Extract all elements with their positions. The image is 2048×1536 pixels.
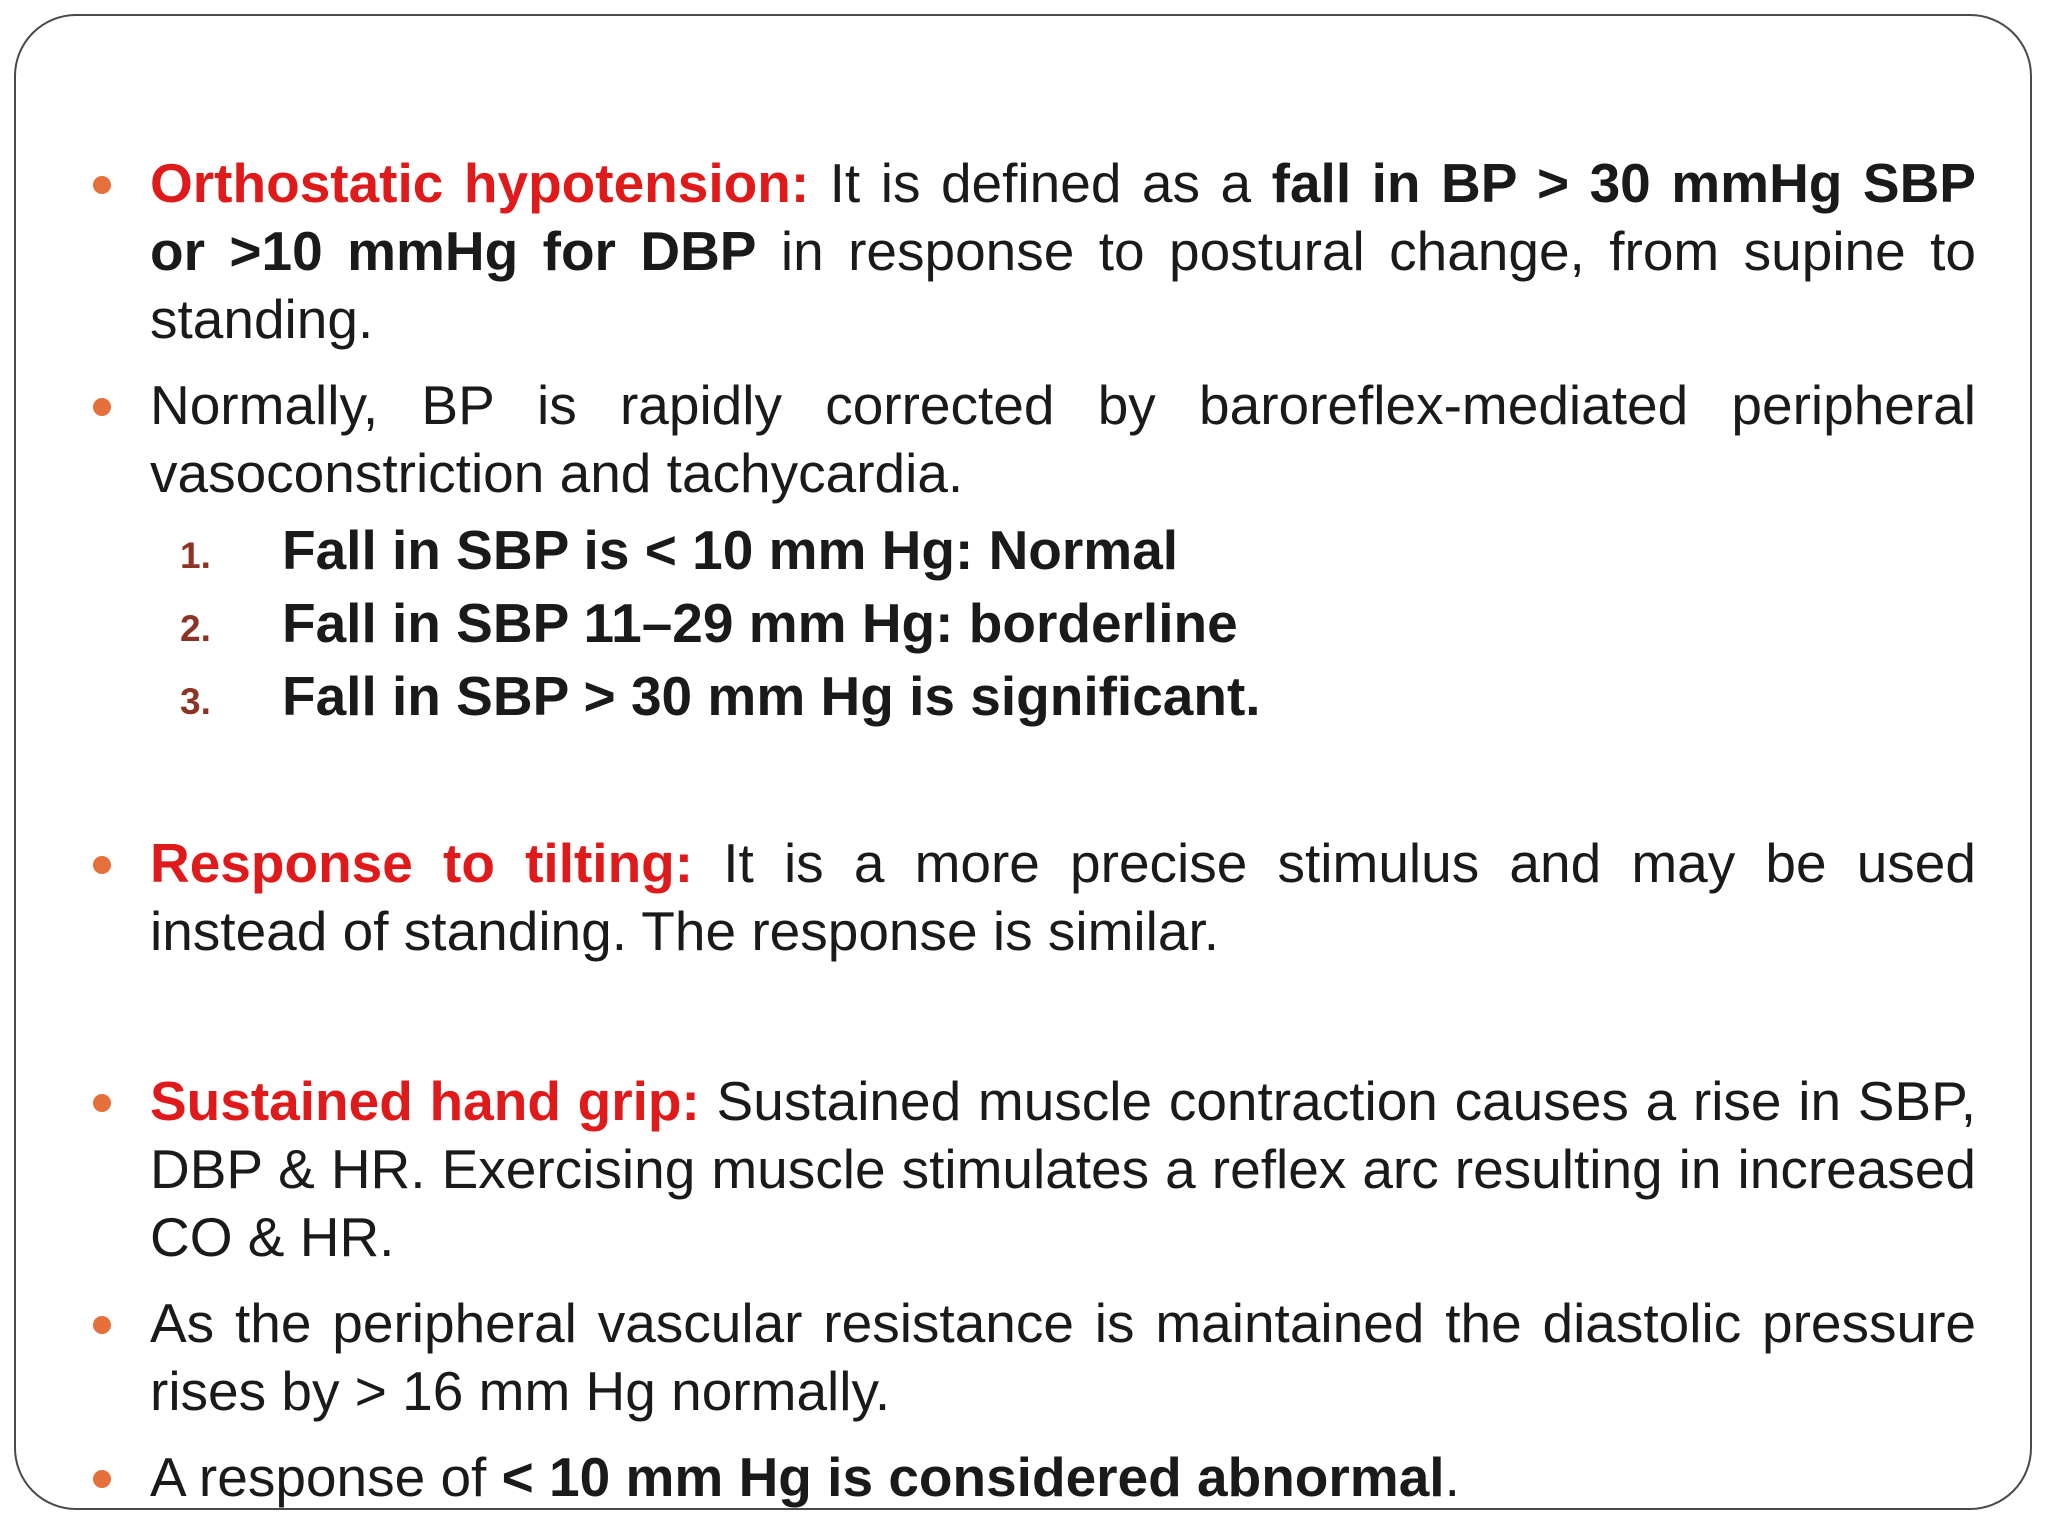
bullet-dot-icon xyxy=(93,398,111,416)
list-item-text: Fall in SBP > 30 mm Hg is significant. xyxy=(282,665,1261,727)
list-number: 1. xyxy=(180,535,211,576)
bullet-dot-icon xyxy=(93,1094,111,1112)
bullet-text: in response to postural change, from supine to standing. xyxy=(150,220,1976,350)
list-item-text: Fall in SBP is < 10 mm Hg: Normal xyxy=(282,519,1179,581)
bullet-text: It is defined as a xyxy=(809,152,1272,214)
list-item-text: Fall in SBP 11–29 mm Hg: borderline xyxy=(282,592,1238,654)
bullet-bold-text: < 10 mm Hg is considered abnormal xyxy=(501,1446,1445,1508)
bullet-abnormal-response xyxy=(150,1443,1976,1511)
bullet-dot-icon xyxy=(93,1470,111,1488)
bullet-baroreflex xyxy=(150,371,1976,507)
bullet-text: As the peripheral vascular resistance is maintained the diastolic pressure rises by > 16 mm Hg normally. xyxy=(150,1292,1976,1422)
bullet-orthostatic-hypotension xyxy=(150,149,1976,353)
list-number: 3. xyxy=(180,681,211,722)
bullet-response-to-tilting xyxy=(150,829,1976,965)
bullet-dot-icon xyxy=(93,176,111,194)
bullet-title: Orthostatic hypotension: xyxy=(150,152,810,214)
bullet-peripheral-resistance xyxy=(150,1289,1976,1425)
bullet-text: Normally, BP is rapidly corrected by baroreflex-mediated peripheral vasoconstriction and tachycardia. xyxy=(150,374,1976,504)
list-number: 2. xyxy=(180,608,211,649)
bullet-dot-icon xyxy=(93,856,111,874)
bullet-text: . xyxy=(1444,1446,1460,1508)
bullet-dot-icon xyxy=(93,1316,111,1334)
bullet-sustained-hand-grip xyxy=(150,1067,1976,1271)
bullet-bold-text: fall in BP > 30 mmHg SBP or >10 mmHg for DBP xyxy=(150,152,1976,282)
bullet-text: Sustained muscle contraction causes a rise in SBP, DBP & HR. Exercising muscle stimulates a reflex arc resulting in increased CO & HR. xyxy=(150,1070,1976,1268)
bullet-text: It is a more precise stimulus and may be used instead of standing. The response is similar. xyxy=(150,832,1976,962)
bullet-title: Response to tilting: xyxy=(150,832,694,894)
bullet-text: A response of xyxy=(150,1446,502,1508)
bullet-title: Sustained hand grip: xyxy=(150,1070,700,1132)
